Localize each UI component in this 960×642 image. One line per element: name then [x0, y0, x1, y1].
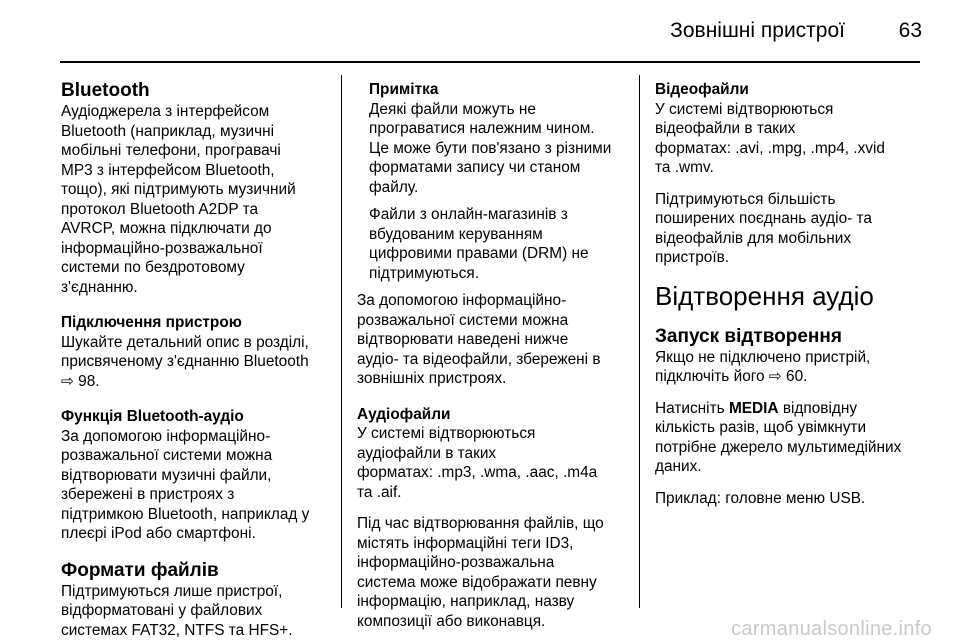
text-line: Під час відтворювання файлів, що [357, 515, 604, 532]
text-line: протокол Bluetooth A2DP та [61, 200, 259, 218]
text-line: Деякі файли можуть не [369, 100, 536, 118]
text-line: Якщо не підключено пристрій, [655, 348, 871, 366]
text-line: розважальної системи можна [357, 311, 569, 329]
text-line: інформаційно-розважальна [357, 554, 555, 571]
text-line: підтримкою Bluetooth, наприклад у [61, 505, 310, 523]
note-paragraph-2 [369, 205, 629, 283]
note-heading: Примітка [369, 81, 439, 98]
text-line: мобільні телефони, програвачі [61, 142, 281, 159]
text-line: відеофайлів для мобільних [655, 229, 852, 247]
text-line: містять інформаційні теги ID3, [357, 534, 574, 552]
text-line: плеєрі iPod або смартфоні. [61, 525, 256, 542]
text-line: форматах: .mp3, .wma, .aac, .m4a [357, 464, 598, 481]
text-line: Підтримуються більшість [655, 190, 836, 208]
text-line: відформатовані у файлових [61, 602, 263, 619]
text-line: аудіо- та відеофайли, збережені в [357, 350, 601, 368]
text-line: форматах: .avi, .mpg, .mp4, .xvid [655, 139, 885, 157]
text-line: відтворювати наведені нижче [357, 331, 569, 348]
formats-heading: Формати файлів [61, 559, 219, 581]
text-line: У системі відтворюються [357, 425, 536, 442]
press-suffix: відповідну [778, 399, 858, 417]
text-line: AVRCP, можна підключати до [61, 220, 272, 237]
function-heading: Функція Bluetooth-аудіо [61, 408, 244, 425]
text-line: системах FAT32, NTFS та HFS+. [61, 621, 293, 639]
column-divider-2 [639, 75, 640, 608]
video-paragraph [655, 100, 923, 178]
text-line: Підтримуються лише пристрої, [61, 582, 283, 600]
text-line: інформацію, наприклад, назву [357, 593, 575, 610]
connect-paragraph [61, 333, 331, 392]
text-line: пристроїв. [655, 249, 730, 266]
text-line: системи по бездротовому [61, 259, 245, 276]
text-line: присвяченому з'єднанню Bluetooth [61, 353, 309, 370]
watermark: carmanualsonline.info [731, 618, 932, 640]
playback-heading: Відтворення аудіо [655, 280, 874, 311]
text-line: програватися належним чином. [369, 120, 595, 137]
text-line: вбудованим керуванням [369, 225, 543, 243]
example-paragraph: Приклад: головне меню USB. [655, 489, 866, 507]
column-2 [357, 80, 629, 631]
page-reference-link[interactable]: ⇨ 98. [61, 372, 100, 390]
bluetooth-paragraph [61, 102, 331, 297]
text-line: MP3 з інтерфейсом Bluetooth, [61, 161, 275, 179]
text-line: відтворювати музичні файли, [61, 466, 272, 484]
text-line: інформаційно-розважальної [61, 239, 263, 257]
start-paragraph [655, 348, 923, 387]
text-line: аудіофайли в таких [357, 444, 497, 462]
audio-paragraph [357, 424, 629, 502]
text-line: даних. [655, 458, 702, 475]
text-line: За допомогою інформаційно- [357, 292, 567, 309]
bluetooth-heading: Bluetooth [61, 80, 150, 101]
media-key-label: MEDIA [728, 399, 779, 417]
text-line: кількість разів, щоб увімкнути [655, 419, 867, 436]
text-line: композиції або виконавця. [357, 612, 546, 630]
text-line: Шукайте детальний опис в розділі, [61, 333, 309, 351]
text-line: потрібне джерело мультимедійних [655, 438, 902, 456]
connect-heading: Підключення пристрою [61, 314, 242, 331]
column-divider-1 [341, 75, 342, 608]
text-line: підтримуються. [369, 264, 479, 282]
press-prefix: Натисніть [655, 399, 729, 417]
text-line: За допомогою інформаційно- [61, 427, 271, 445]
text-line [655, 399, 923, 419]
text-line: Аудіоджерела з інтерфейсом [61, 103, 270, 120]
intro-paragraph [357, 291, 629, 389]
text-line: зовнішніх пристроях. [357, 370, 507, 387]
text-line: та .aif. [357, 483, 402, 501]
page-number: 63 [898, 19, 922, 42]
page-reference-link[interactable]: підключіть його ⇨ 60. [655, 368, 808, 385]
text-line: збережені в пристроях з [61, 486, 235, 503]
function-paragraph [61, 427, 331, 544]
text-line: розважальної системи можна [61, 447, 273, 464]
text-line: Файли з онлайн-магазинів з [369, 206, 568, 223]
start-heading: Запуск відтворення [655, 325, 842, 347]
text-line: з'єднанню. [61, 278, 138, 296]
page-title: Зовнішні пристрої [670, 19, 845, 42]
text-line: цифровими правами (DRM) не [369, 245, 589, 262]
text-line: файлу. [369, 178, 419, 196]
video-heading: Відеофайли [655, 81, 749, 98]
header-divider [60, 61, 920, 63]
text-line: поширених поєднань аудіо- та [655, 210, 872, 227]
text-line: Bluetooth (наприклад, музичні [61, 122, 275, 140]
audio-heading: Аудіофайли [357, 405, 451, 423]
text-line: відеофайли в таких [655, 120, 796, 137]
text-line: система може відображати певну [357, 573, 597, 591]
text-line: Це може бути пов'язано з різними [369, 139, 612, 157]
text-line: тощо), які підтримують музичний [61, 181, 296, 198]
text-line: та .wmv. [655, 159, 714, 176]
text-line: У системі відтворюються [655, 100, 834, 118]
support-paragraph [655, 190, 923, 268]
tags-paragraph [357, 514, 629, 631]
press-paragraph [655, 399, 923, 477]
note-paragraph-1 [369, 100, 629, 198]
text-line: форматами запису чи станом [369, 159, 581, 176]
column-1 [61, 80, 331, 640]
column-3 [655, 80, 923, 508]
note-block [357, 80, 629, 283]
